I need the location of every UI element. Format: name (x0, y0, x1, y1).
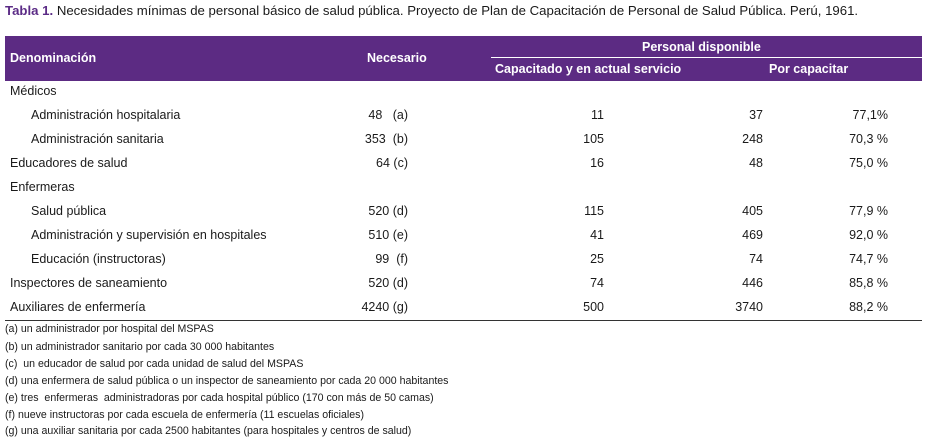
row-capacitado: 25 (590, 252, 604, 266)
row-capacitado: 115 (584, 204, 604, 218)
row-capacitado: 11 (591, 108, 604, 122)
row-por-capacitar: 3740 (735, 300, 763, 314)
footnote: (b) un administrador sanitario por cada 30 000 habitantes (5, 341, 275, 353)
row-por-capacitar: 469 (742, 228, 763, 242)
table-row (5, 224, 922, 248)
table-row (5, 152, 922, 176)
table-header (5, 36, 922, 81)
header-personal-disponible: Personal disponible (642, 40, 761, 54)
row-percentage: 85,8 % (849, 276, 888, 290)
row-necesario: 99 (f) (375, 252, 408, 266)
row-percentage: 74,7 % (849, 252, 888, 266)
row-name: Inspectores de saneamiento (10, 276, 168, 290)
table-row (5, 80, 922, 104)
table-row (5, 296, 922, 320)
row-name: Administración y supervisión en hospitales (31, 228, 267, 242)
row-necesario: 510 (e) (368, 228, 408, 242)
row-name: Enfermeras (10, 180, 75, 194)
row-name: Administración hospitalaria (31, 108, 181, 122)
header-necesario: Necesario (367, 51, 427, 65)
row-por-capacitar: 37 (749, 108, 763, 122)
row-capacitado: 16 (590, 156, 604, 170)
footnote: (a) un administrador por hospital del MSPAS (5, 323, 214, 335)
header-divider (491, 57, 922, 58)
header-capacitado: Capacitado y en actual servicio (495, 62, 682, 76)
caption-text: Necesidades mínimas de personal básico de salud pública. Proyecto de Plan de Capacitación de Personal de Salud Pública. Perú, 1961. (56, 3, 859, 18)
footnote: (e) tres enfermeras administradoras por cada hospital público (170 con más de 50 camas) (5, 392, 434, 404)
row-necesario: 4240 (g) (361, 300, 408, 314)
table-row (5, 200, 922, 224)
row-name: Educadores de salud (10, 156, 128, 170)
row-percentage: 75,0 % (849, 156, 888, 170)
table-row (5, 128, 922, 152)
row-capacitado: 105 (583, 132, 604, 146)
caption-label: Tabla 1. (5, 3, 54, 18)
row-capacitado: 74 (590, 276, 604, 290)
header-denominacion: Denominación (10, 51, 97, 65)
table-caption (5, 3, 858, 18)
row-name: Auxiliares de enfermería (10, 300, 146, 314)
header-por-capacitar: Por capacitar (769, 62, 849, 76)
table-row (5, 272, 922, 296)
row-percentage: 92,0 % (849, 228, 888, 242)
table-row (5, 104, 922, 128)
row-percentage: 77,1% (852, 108, 888, 122)
row-necesario: 64 (c) (376, 156, 408, 170)
row-name: Administración sanitaria (31, 132, 164, 146)
row-percentage: 88,2 % (849, 300, 888, 314)
table-bottom-rule (5, 320, 922, 321)
footnote: (g) una auxiliar sanitaria por cada 2500 habitantes (para hospitales y centros de salud) (5, 425, 412, 437)
row-name: Educación (instructoras) (31, 252, 166, 266)
row-por-capacitar: 248 (742, 132, 763, 146)
row-capacitado: 500 (583, 300, 604, 314)
row-name: Médicos (10, 84, 57, 98)
row-por-capacitar: 48 (749, 156, 763, 170)
row-necesario: 520 (d) (368, 276, 408, 290)
footnote: (d) una enfermera de salud pública o un inspector de saneamiento por cada 20 000 habitantes (5, 375, 449, 387)
footnote: (c) un educador de salud por cada unidad de salud del MSPAS (5, 358, 304, 370)
row-necesario: 48 (a) (368, 108, 408, 122)
row-name: Salud pública (31, 204, 107, 218)
table-row (5, 176, 922, 200)
table-row (5, 248, 922, 272)
row-percentage: 70,3 % (849, 132, 888, 146)
row-necesario: 520 (d) (368, 204, 408, 218)
row-necesario: 353 (b) (364, 132, 408, 146)
footnote: (f) nueve instructoras por cada escuela de enfermería (11 escuelas oficiales) (5, 409, 364, 421)
row-por-capacitar: 405 (742, 204, 763, 218)
row-por-capacitar: 446 (742, 276, 763, 290)
row-por-capacitar: 74 (749, 252, 763, 266)
row-percentage: 77,9 % (849, 204, 888, 218)
row-capacitado: 41 (590, 228, 604, 242)
